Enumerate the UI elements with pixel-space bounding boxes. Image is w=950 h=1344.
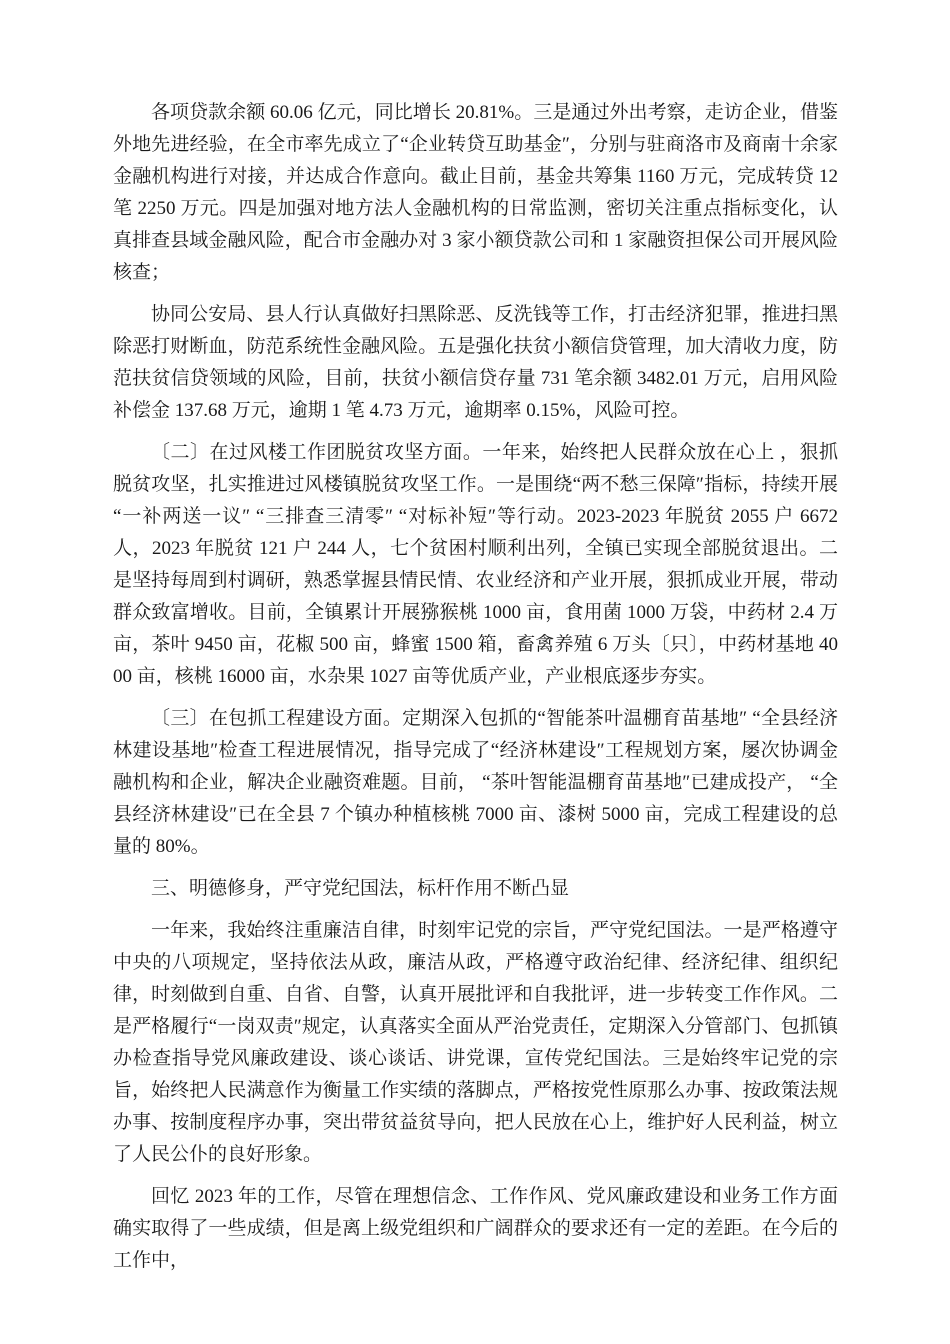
- section-heading-discipline: 三、明德修身，严守党纪国法，标杆作用不断凸显: [151, 878, 570, 899]
- paragraph-anti-crime-loan-risk: 协同公安局、县人行认真做好扫黑除恶、反洗钱等工作，打击经济犯罪，推进扫黑除恶打财断血，防范系统性金融风险。五是强化扶贫小额信贷管理，加大清收力度，防范扶贫信贷领域的风险，目前，扶贫小额信贷存量 731 笔余额 3482.01 万元，启用风险补偿金 137.68 万元，逾期 1 笔 4.73 万元，逾期率 0.15%，风险可控。: [113, 304, 838, 421]
- paragraph-review-2023: 回忆 2023 年的工作，尽管在理想信念、工作作风、党风廉政建设和业务工作方面确实取得了一些成绩，但是离上级党组织和广阔群众的要求还有一定的差距。在今后的工作中，: [113, 1186, 838, 1271]
- paragraph-project-construction: 〔三〕在包抓工程建设方面。定期深入包抓的“智能茶叶温棚育苗基地″ “全县经济林建设基地″检查工程进展情况，指导完成了“经济林建设″工程规划方案，屡次协调金融机构和企业，解决企业融资难题。目前， “茶叶智能温棚育苗基地″已建成投产， “全县经济林建设″已在全县 7 个镇办种植核桃 7000 亩、漆树 5000 亩，完成工程建设的总量的 80%。: [113, 708, 838, 857]
- paragraph-financial-work: 各项贷款余额 60.06 亿元，同比增长 20.81%。三是通过外出考察，走访企业，借鉴外地先进经验，在全市率先成立了“企业转贷互助基金″，分别与驻商洛市及商南十余家金融机构进行对接，并达成合作意向。截止目前，基金共筹集 1160 万元，完成转贷 12 笔 2250 万元。四是加强对地方法人金融机构的日常监测，密切关注重点指标变化，认真排查县域金融风险，配合市金融办对 3 家小额贷款公司和 1 家融资担保公司开展风险核查；: [113, 102, 838, 283]
- paragraph-integrity-self-discipline: 一年来，我始终注重廉洁自律，时刻牢记党的宗旨，严守党纪国法。一是严格遵守中央的八项规定，坚持依法从政，廉洁从政，严格遵守政治纪律、经济纪律、组织纪律，时刻做到自重、自省、自警，认真开展批评和自我批评，进一步转变工作作风。二是严格履行“一岗双责″规定，认真落实全面从严治党责任，定期深入分管部门、包抓镇办检查指导党风廉政建设、谈心谈话、讲党课，宣传党纪国法。三是始终牢记党的宗旨，始终把人民满意作为衡量工作实绩的落脚点，严格按党性原那么办事、按政策法规办事、按制度程序办事，突出带贫益贫导向，把人民放在心上，维护好人民利益，树立了人民公仆的良好形象。: [113, 920, 838, 1165]
- paragraph-poverty-alleviation: 〔二〕在过风楼工作团脱贫攻坚方面。一年来，始终把人民群众放在心上 ，狠抓脱贫攻坚，扎实推进过风楼镇脱贫攻坚工作。一是围绕“两不愁三保障″指标，持续开展“一补两送一议″ “三排查三清零″ “对标补短″等行动。2023-2023 年脱贫 2055 户 6672 人，2023 年脱贫 121 户 244 人，七个贫困村顺利出列，全镇已实现全部脱贫退出。二是坚持每周到村调研，熟悉掌握县情民情、农业经济和产业开展，狠抓成业开展，带动群众致富增收。目前，全镇累计开展猕猴桃 1000 亩，食用菌 1000 万袋，中药材 2.4 万亩，茶叶 9450 亩，花椒 500 亩，蜂蜜 1500 箱，畜禽养殖 6 万头〔只〕，中药材基地 4000 亩，核桃 16000 亩，水杂果 1027 亩等优质产业，产业根底逐步夯实。: [113, 442, 838, 687]
